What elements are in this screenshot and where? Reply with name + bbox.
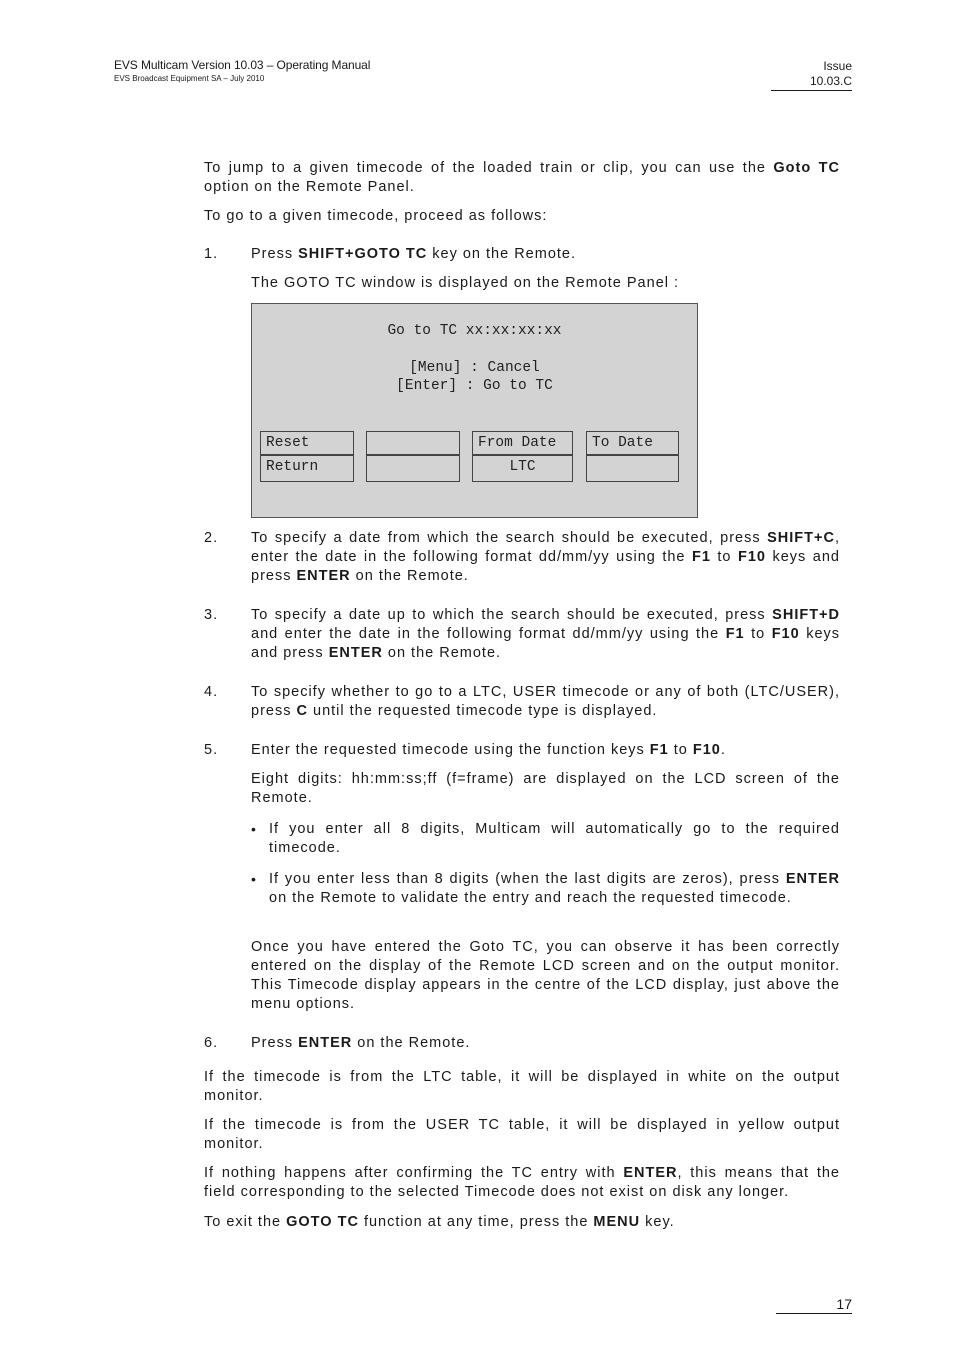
step-2-text: To specify a date from which the search should be executed, press SHIFT+C, enter the date in the following format dd/mm/yy using the F1 to F10 keys and press ENTER on the Remote.: [251, 530, 840, 584]
step-1-note: The GOTO TC window is displayed on the Remote Panel :: [251, 275, 680, 291]
lcd-key-blank: [586, 455, 679, 482]
bullet-item: If you enter all 8 digits, Multicam will automatically go to the required timecode.: [269, 821, 840, 856]
step-number: 5.: [204, 742, 219, 758]
step-3-text: To specify a date up to which the search should be executed, press SHIFT+D and enter the date in the following format dd/mm/yy using the F1 to F10 keys and press ENTER on the Remote.: [251, 607, 841, 661]
user-tc-note: If the timecode is from the USER TC table, it will be displayed in yellow output monitor.: [204, 1117, 840, 1152]
lcd-key-blank: [366, 455, 460, 482]
intro-lead: To go to a given timecode, proceed as follows:: [204, 208, 548, 224]
lcd-key-reset: Reset: [260, 431, 354, 455]
page-header: [114, 58, 370, 83]
lcd-enter-line: [Enter] : Go to TC: [396, 378, 553, 394]
document-publisher: EVS Broadcast Equipment SA – July 2010: [114, 74, 265, 83]
issue-block: [771, 59, 852, 91]
intro-paragraph: To jump to a given timecode of the loaded train or clip, you can use the Goto TC option on the Remote Panel.: [204, 160, 840, 195]
lcd-key-return: Return: [260, 455, 354, 482]
step-4-text: To specify whether to go to a LTC, USER timecode or any of both (LTC/USER), press C until the requested timecode type is displayed.: [251, 684, 840, 719]
page-number: 17: [776, 1296, 852, 1314]
step-number: 3.: [204, 607, 219, 623]
step-number: 4.: [204, 684, 219, 700]
lcd-key-blank: [366, 431, 460, 455]
step-number: 6.: [204, 1035, 219, 1051]
bullet-icon: •: [251, 821, 256, 837]
lcd-goto-line: Go to TC xx:xx:xx:xx: [387, 323, 562, 339]
step-5-text: Enter the requested timecode using the function keys F1 to F10.: [251, 742, 726, 758]
bullet-item: If you enter less than 8 digits (when the last digits are zeros), press ENTER on the Remote to validate the entry and reach the requested timecode.: [269, 871, 840, 906]
step-5-description: Eight digits: hh:mm:ss;ff (f=frame) are displayed on the LCD screen of the Remote.: [251, 771, 840, 806]
lcd-menu-line: [Menu] : Cancel: [409, 360, 540, 376]
troubleshoot-note: If nothing happens after confirming the TC entry with ENTER, this means that the field corresponding to the selected Timecode does not exist on disk any longer.: [204, 1165, 840, 1200]
exit-note: To exit the GOTO TC function at any time, press the MENU key.: [204, 1214, 675, 1230]
step-5-followup: Once you have entered the Goto TC, you can observe it has been correctly entered on the display of the Remote LCD screen and on the output monitor. This Timecode display appears in the centre of the LCD display, just above the menu options.: [251, 939, 840, 1012]
step-number: 2.: [204, 530, 219, 546]
lcd-key-ltc: LTC: [472, 455, 573, 482]
step-1-text: Press SHIFT+GOTO TC key on the Remote.: [251, 246, 577, 262]
step-number: 1.: [204, 246, 219, 262]
document-title: EVS Multicam Version 10.03 – Operating Manual: [114, 58, 371, 72]
issue-label: Issue: [823, 59, 852, 73]
lcd-key-from-date: From Date: [472, 431, 573, 455]
issue-value: 10.03.C: [809, 74, 852, 88]
lcd-key-to-date: To Date: [586, 431, 679, 455]
bullet-icon: •: [251, 871, 256, 887]
remote-lcd-display: [251, 303, 698, 518]
ltc-note: If the timecode is from the LTC table, it will be displayed in white on the output monitor.: [204, 1069, 840, 1104]
step-6-text: Press ENTER on the Remote.: [251, 1035, 471, 1051]
